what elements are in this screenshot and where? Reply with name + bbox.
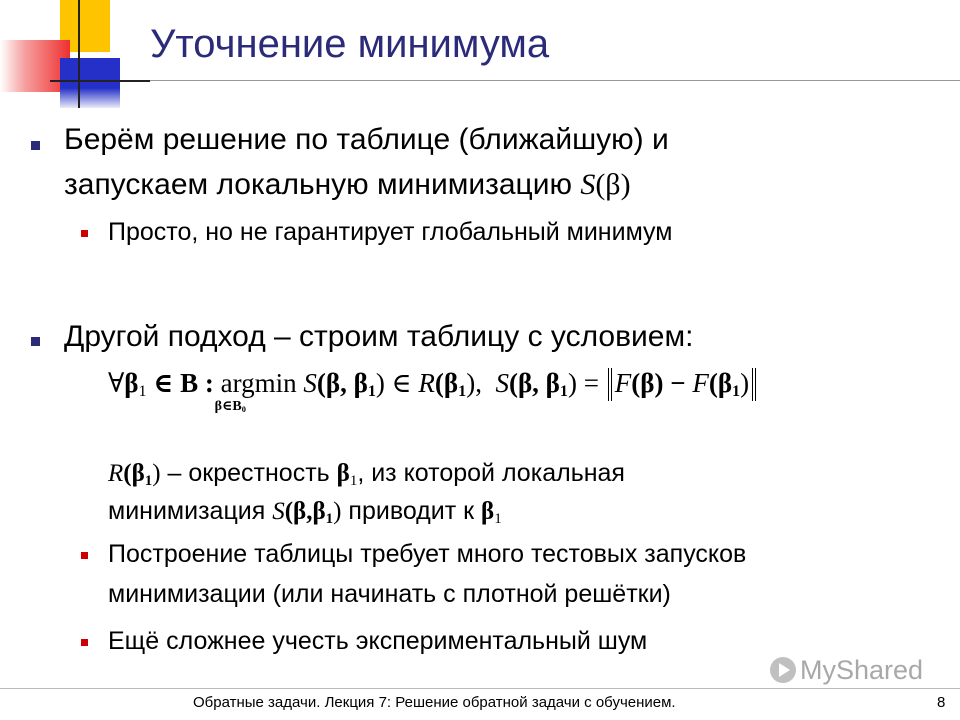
bullet-marker: [31, 337, 40, 346]
decor-horizontal-line: [50, 80, 150, 82]
subscript: 1: [494, 510, 502, 527]
r-close: ): [152, 460, 161, 487]
set-b: ∈ B :: [146, 368, 214, 398]
note-text: минимизация: [108, 497, 273, 525]
norm-inner: [611, 368, 753, 401]
sub-bullet-1: Просто, но не гарантирует глобальный минимум: [108, 218, 673, 246]
bullet-marker: [31, 141, 40, 150]
page-number: 8: [937, 694, 946, 711]
r-function: R: [108, 460, 124, 487]
subscript: 1: [732, 382, 741, 401]
note-text: – окрестность: [160, 459, 337, 487]
r-function: R: [418, 368, 435, 398]
subscript: 0: [241, 405, 246, 415]
argmin-subscript: [215, 398, 246, 415]
footer-divider: [0, 688, 960, 689]
s-function: S: [580, 168, 596, 201]
slide-title: Уточнение минимума: [150, 22, 550, 66]
note-line-1: [108, 459, 625, 490]
bullet-1-line-2: [64, 168, 631, 202]
subscript: 1: [144, 472, 153, 489]
s-arguments: (β,β: [284, 498, 326, 525]
subscript: 1: [458, 382, 467, 401]
s-argument: (β): [595, 168, 631, 201]
f-function: F: [614, 368, 632, 398]
sub-bullet-2-line-2: минимизации (или начинать с плотной решётки): [108, 580, 671, 608]
subscript: 1: [138, 382, 147, 401]
equals: ) =: [568, 368, 599, 398]
decor-title-rule: [50, 80, 960, 81]
beta-symbol: β: [124, 368, 139, 398]
note-text: , из которой локальная: [357, 459, 625, 487]
argmin-subscript-text: β∈B: [214, 399, 242, 414]
sub-bullet-marker: [81, 552, 88, 559]
bullet-2-text: Другой подход – строим таблицу с условием:: [64, 320, 694, 353]
watermark: [770, 655, 923, 686]
s-notation: [272, 498, 341, 525]
subscript: 1: [559, 382, 569, 401]
f-argument: (β) −: [631, 368, 693, 398]
note-line-2: [108, 497, 502, 528]
beta-symbol: β: [336, 460, 350, 487]
watermark-text: MyShared: [800, 655, 924, 685]
bullet-1-line-2-text: запускаем локальную минимизацию: [64, 168, 581, 201]
sub-bullet-marker: [81, 639, 88, 646]
sub-bullet-2-line-1: Построение таблицы требует много тестовых запусков: [108, 540, 747, 568]
sub-bullet-3: Ещё сложнее учесть экспериментальный шум: [108, 627, 648, 655]
f-close: ): [740, 368, 750, 398]
s-function: S: [272, 498, 285, 525]
argmin-label: argmin: [220, 368, 297, 398]
condition-formula: [108, 368, 758, 415]
s-close: ) ∈: [375, 368, 419, 398]
note-text: приводит к: [341, 497, 482, 525]
sub-bullet-marker: [81, 230, 88, 237]
s-arguments: (β, β: [508, 368, 560, 398]
decor-vertical-line: [78, 0, 80, 108]
s-close: ): [333, 498, 342, 525]
f-argument: (β: [708, 368, 733, 398]
subscript: 1: [367, 382, 376, 401]
subscript: 1: [349, 472, 358, 489]
play-icon: [770, 657, 796, 683]
r-argument: (β: [434, 368, 459, 398]
decor-blue-fade: [60, 58, 120, 108]
s-arguments: (β, β: [316, 368, 368, 398]
beta-symbol: β: [481, 498, 495, 525]
s-function: S: [303, 368, 317, 398]
r-argument: (β: [123, 460, 145, 487]
norm: [608, 368, 756, 401]
subscript: 1: [325, 510, 334, 527]
forall-symbol: ∀: [108, 368, 125, 398]
bullet-1-formula: [580, 168, 630, 201]
r-notation: [108, 460, 161, 487]
s-function: S: [495, 368, 509, 398]
footer-text: Обратные задачи. Лекция 7: Решение обратной задачи с обучением.: [193, 694, 676, 711]
r-close: ),: [466, 368, 482, 398]
bullet-1-line-1: Берём решение по таблице (ближайшую) и: [64, 123, 669, 156]
f-function: F: [692, 368, 709, 398]
